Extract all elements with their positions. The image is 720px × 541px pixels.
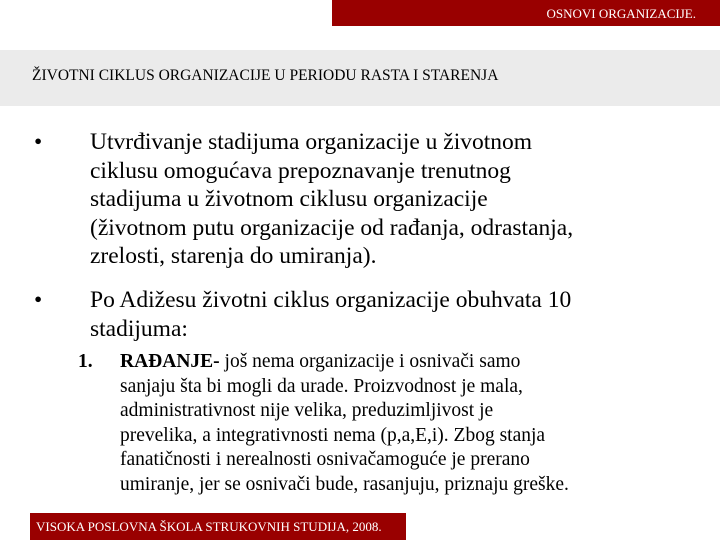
- text-line: fanatičnosti i nerealnosti osnivačamoguće je prerano: [120, 449, 530, 471]
- bullet-text: [90, 286, 700, 343]
- stage-title: RAĐANJE-: [120, 351, 220, 372]
- bullet-marker: •: [34, 287, 43, 313]
- bullet-text: [90, 128, 700, 271]
- stage-number: 1.: [78, 351, 93, 372]
- footer-text: VISOKA POSLOVNA ŠKOLA STRUKOVNIH STUDIJA, 2008.: [36, 519, 382, 534]
- text-line: administrativnost nije velika, preduzimljivost je: [120, 400, 494, 422]
- stage-line-rest: još nema organizacije i osnivači samo: [219, 351, 521, 372]
- text-line: umiranje, jer se osnivači bude, rasanjuju, priznaju greške.: [120, 473, 569, 495]
- text-line: stadijuma u životnom ciklusu organizacije: [90, 186, 488, 212]
- section-title: OSNOVI ORGANIZACIJE.: [546, 6, 696, 21]
- stage-text: [120, 350, 700, 498]
- slide-subtitle: ŽIVOTNI CIKLUS ORGANIZACIJE U PERIODU RASTA I STARENJA: [32, 67, 499, 84]
- bullet-marker: •: [34, 129, 43, 155]
- text-line: sanjaju šta bi mogli da urade. Proizvodnost je mala,: [120, 375, 523, 397]
- text-line: (životnom putu organizacije od rađanja, odrastanja,: [90, 214, 574, 241]
- text-line: Utvrđivanje stadijuma organizacije u životnom: [90, 129, 533, 155]
- text-line: [120, 350, 700, 375]
- text-line: ciklusu omogućava prepoznavanje trenutnog: [90, 157, 511, 184]
- text-line: prevelika, a integrativnosti nema (p,a,E,i). Zbog stanja: [120, 424, 546, 446]
- text-line: stadijuma:: [90, 315, 188, 342]
- text-line: zrelosti, starenja do umiranja).: [90, 243, 377, 269]
- text-line: Po Adižesu životni ciklus organizacije obuhvata 10: [90, 287, 572, 313]
- footer-bar: [30, 513, 406, 540]
